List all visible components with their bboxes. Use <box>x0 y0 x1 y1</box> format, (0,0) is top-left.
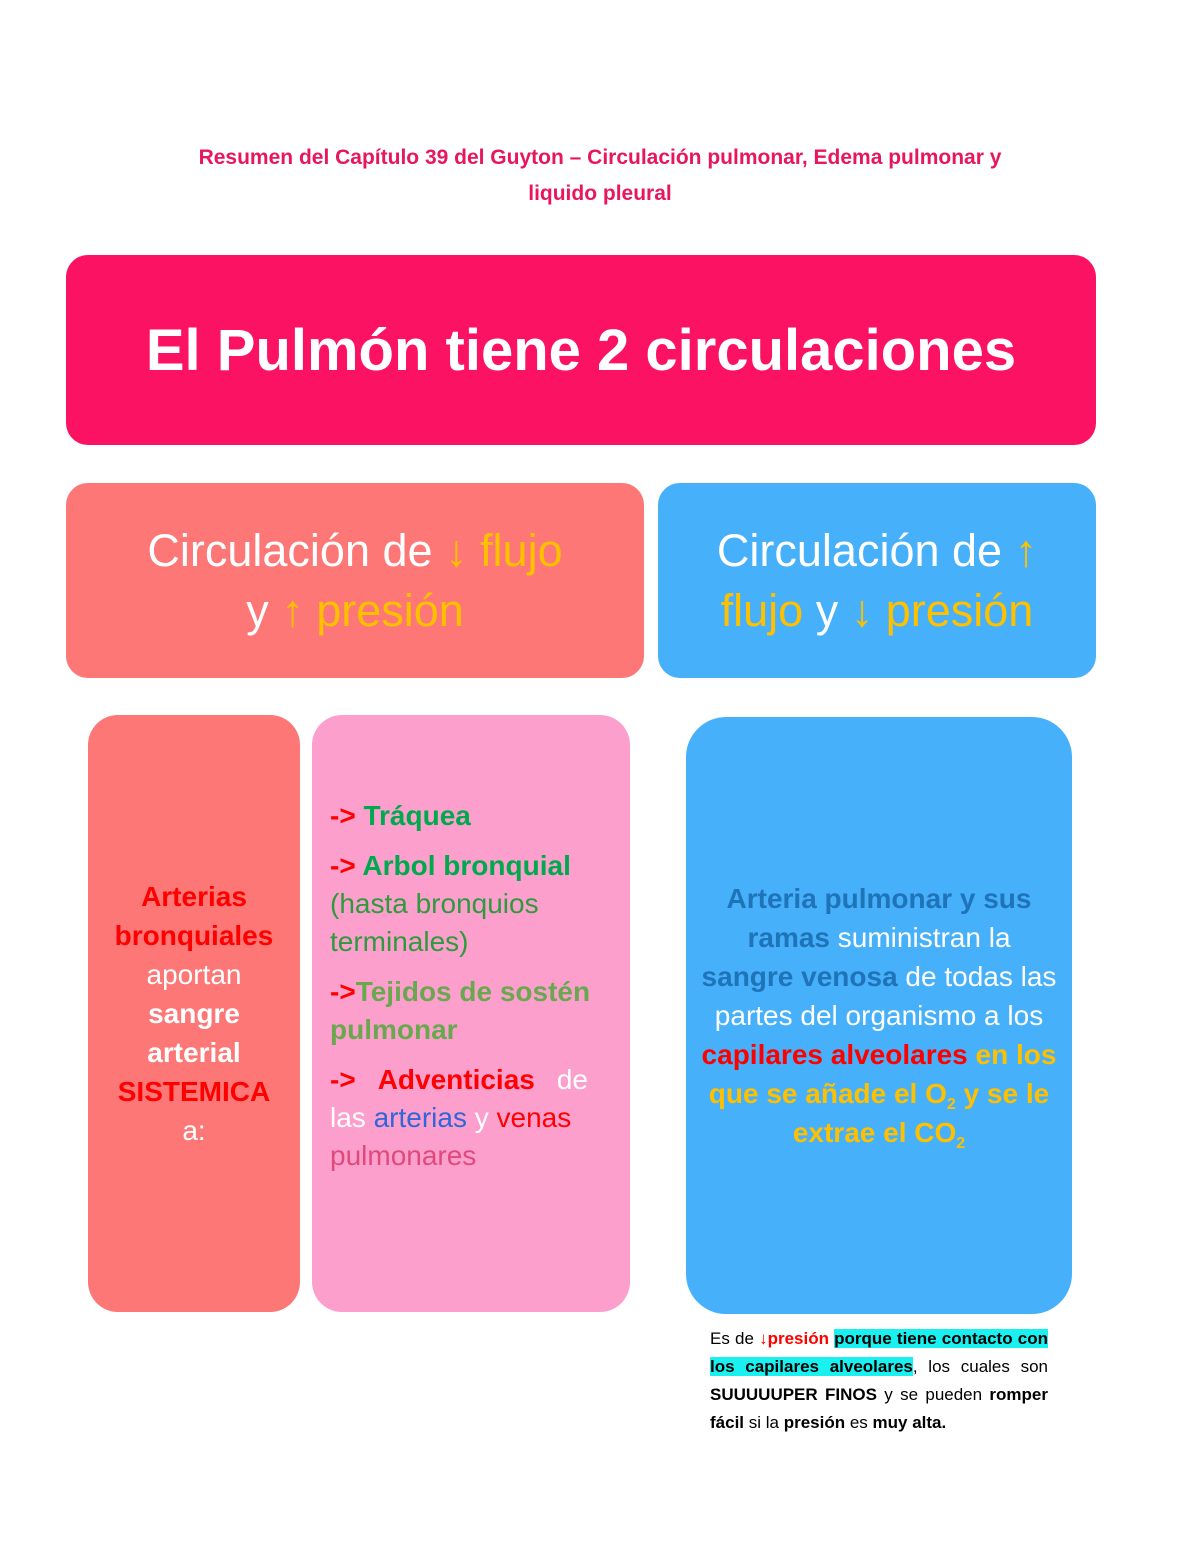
high-flow-heading: Circulación de ↑ flujo y ↓ presión <box>716 524 1038 636</box>
low-flow-heading: Circulación de ↓ flujo y ↑ presión <box>147 524 563 636</box>
pressure-note: Es de ↓presión porque tiene contacto con los capilares alveolares, los cuales son SUUUUUPER FINOS y se pueden romper fácil si la presión es muy alta. <box>710 1329 1048 1432</box>
subtitle-line-2: liquido pleural <box>528 182 672 205</box>
main-title: El Pulmón tiene 2 circulaciones <box>145 317 1017 383</box>
down-arrow-pressure: ↓ presión <box>850 584 1034 636</box>
low-flow-high-pressure-box <box>66 483 644 678</box>
list-item: ->Tejidos de sostén pulmonar <box>330 976 591 1045</box>
pulmonary-artery-card: Arteria pulmonar y sus ramas suministran la sangre venosa de todas las partes del organismo a los capilares alveolares en los que se añade el $O_2$ y se le extrae el $CO_2$ <box>686 717 1072 1314</box>
up-arrow-icon: ↑ <box>1014 524 1038 576</box>
list-item: -> Arbol bronquial (hasta bronquios terminales) <box>330 850 571 957</box>
list-item: -> Adventicias de las arterias y venas pulmonares <box>330 1064 589 1171</box>
high-flow-low-pressure-box <box>658 483 1096 678</box>
subtitle-line-1: Resumen del Capítulo 39 del Guyton – Circulación pulmonar, Edema pulmonar y <box>198 146 1002 169</box>
list-item: -> Tráquea <box>330 800 471 831</box>
document-subtitle <box>100 140 1100 212</box>
bronchial-arteries-card: Arterias bronquiales aportan sangre arterial SISTEMICA a: <box>88 715 300 1312</box>
main-title-box <box>66 255 1096 445</box>
up-arrow-pressure: ↑ presión <box>281 584 464 636</box>
supplied-structures-card <box>312 715 630 1312</box>
down-arrow-flow: ↓ flujo <box>445 524 563 576</box>
